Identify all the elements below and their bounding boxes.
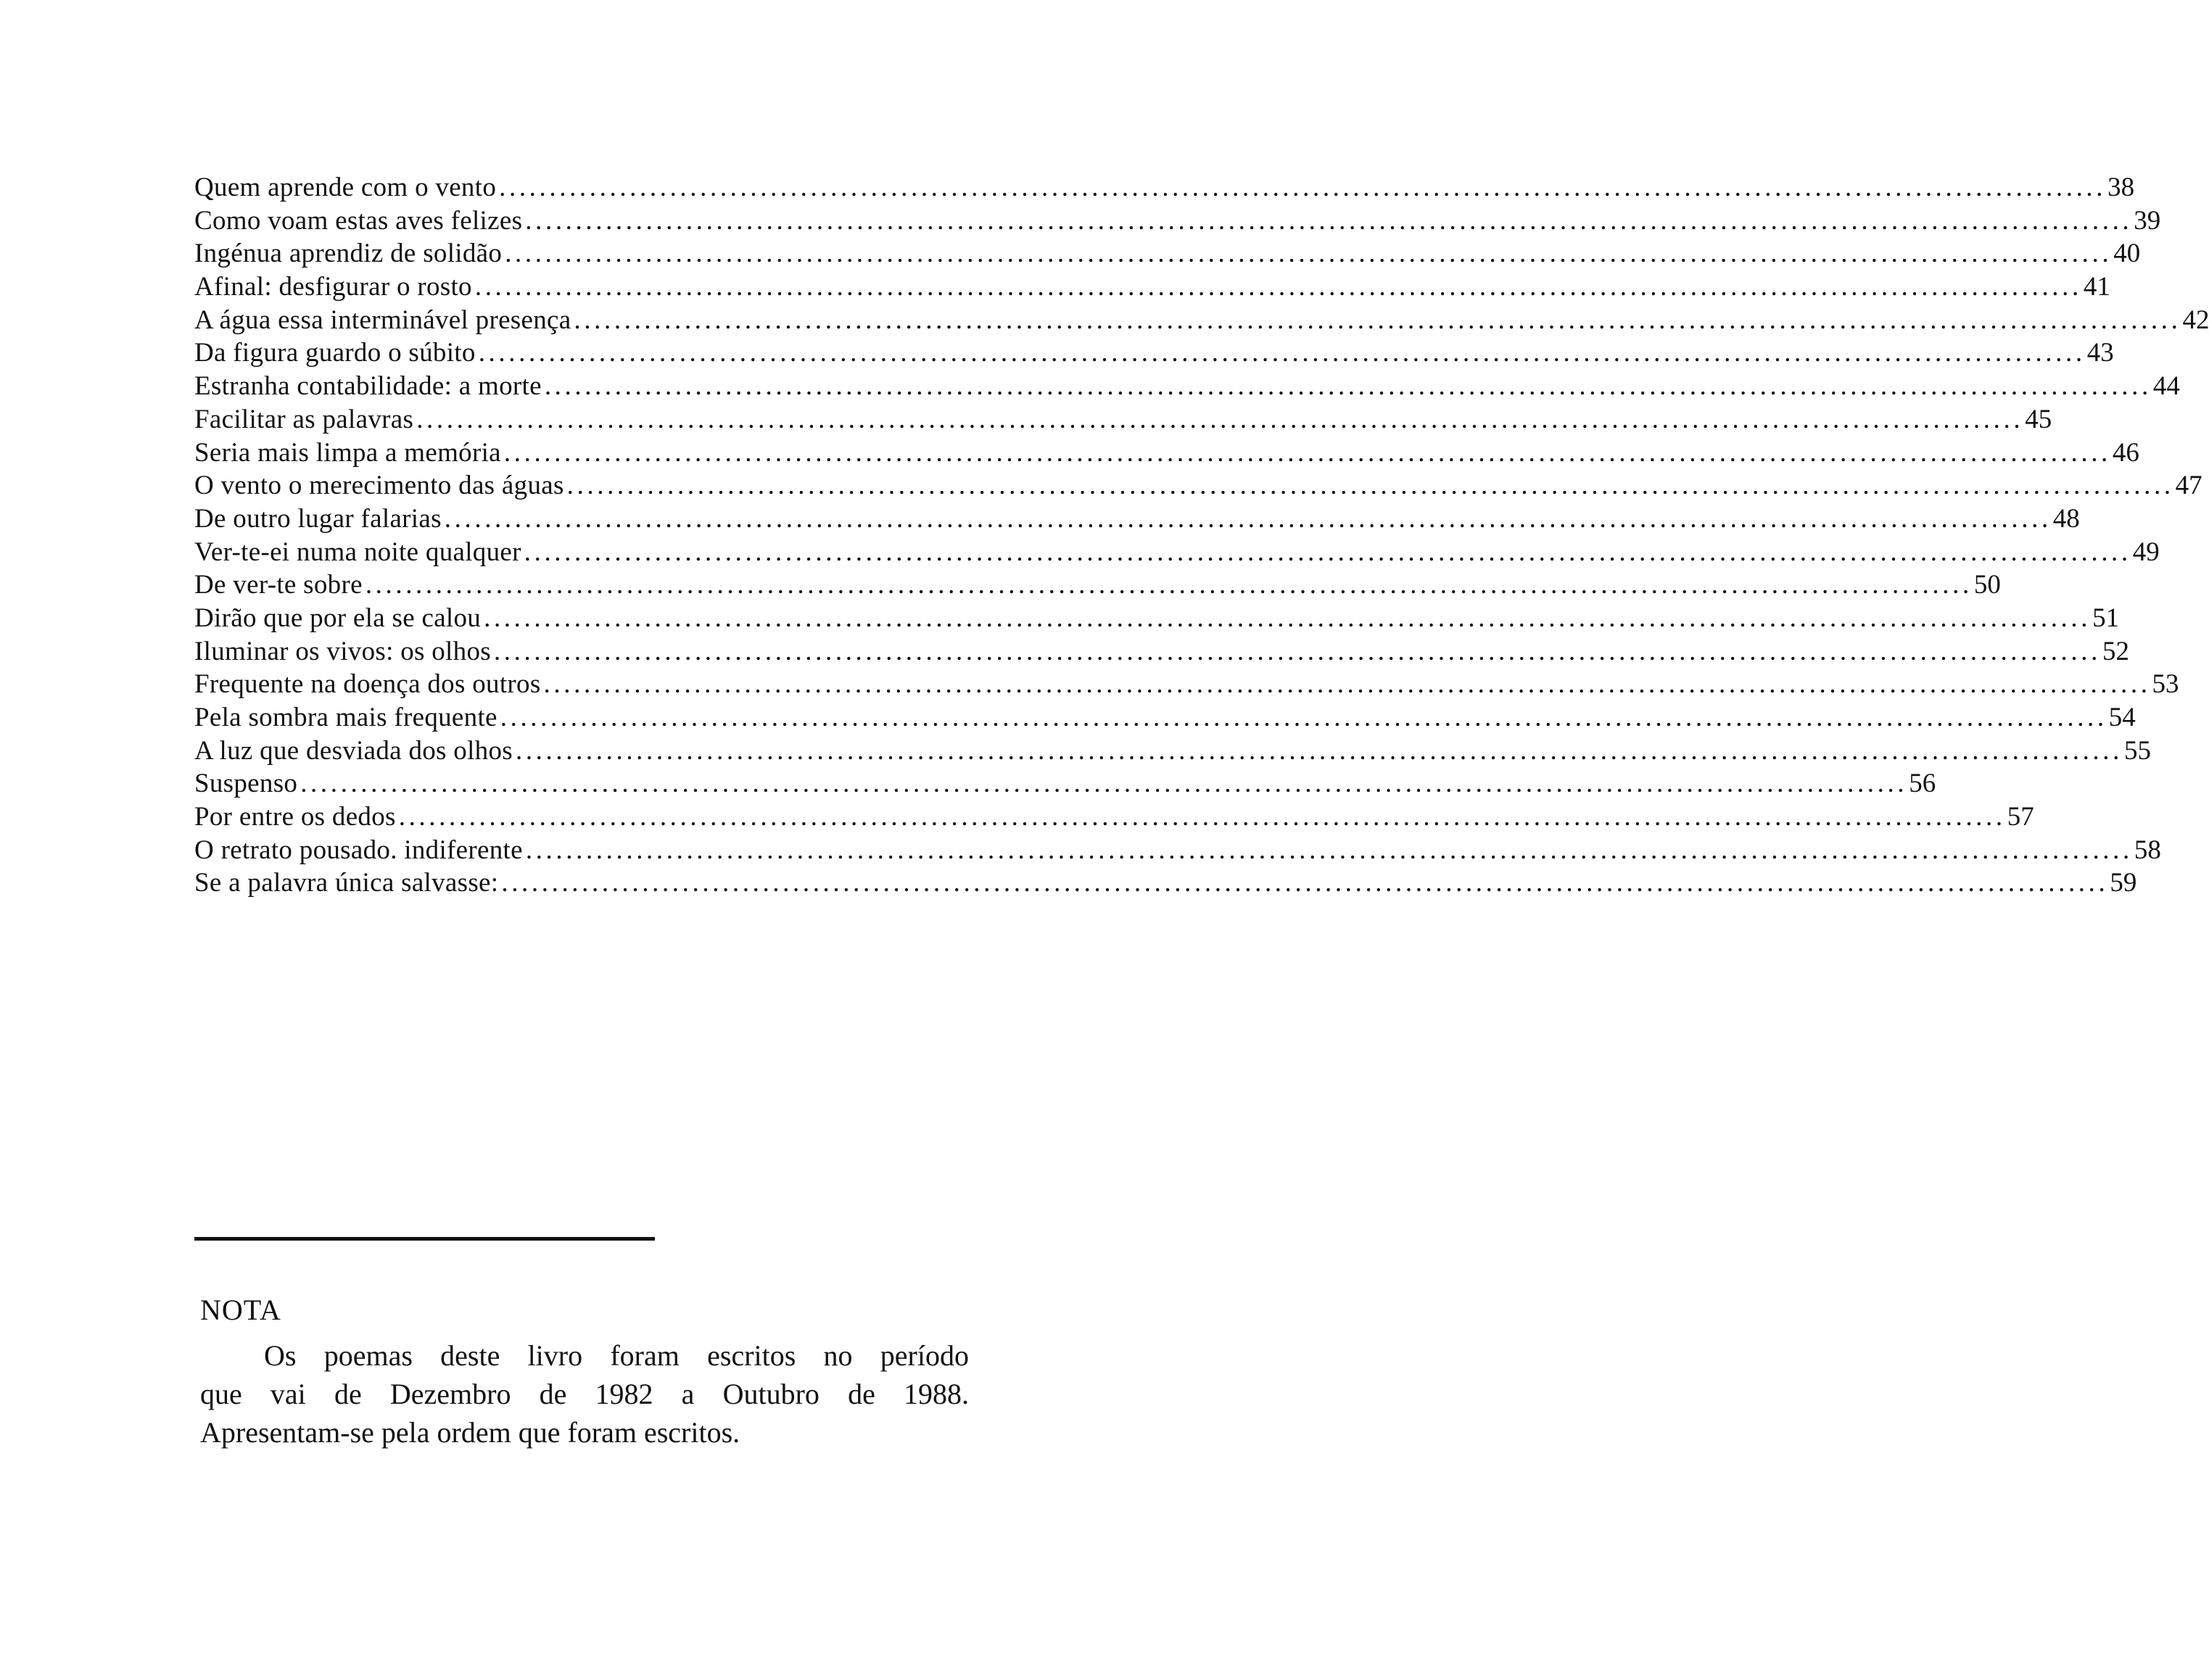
toc-entry <box>194 800 2034 834</box>
toc-entry <box>194 469 2202 502</box>
toc-leader-dots: ................................................................................................................................................................ <box>416 404 2024 434</box>
note-line: Apresentam-se pela ordem que foram escritos. <box>200 1416 740 1449</box>
toc-entry-title: A água essa interminável presença <box>194 305 571 335</box>
toc-entry-title: Se a palavra única salvasse: <box>194 868 499 898</box>
toc-entry <box>194 866 2137 900</box>
toc-entry-page: 50 <box>1973 570 2001 600</box>
toc-leader-dots: ................................................................................................................................................................ <box>365 570 1973 600</box>
note-heading: NOTA <box>200 1294 281 1326</box>
toc-leader-dots: ................................................................................................................................................................ <box>300 769 1908 799</box>
toc-entry-page: 43 <box>2086 338 2114 368</box>
note-line: que vai de Dezembro de 1982 a Outubro de 1988. <box>200 1378 969 1410</box>
toc-entry-page: 41 <box>2083 272 2110 302</box>
toc-entry-page: 44 <box>2152 371 2180 402</box>
toc-entry-title: Facilitar as palavras <box>194 404 414 434</box>
toc-entry <box>194 701 2136 735</box>
toc-entry <box>194 602 2120 635</box>
toc-entry-title: Pela sombra mais frequente <box>194 703 497 732</box>
toc-leader-dots: ................................................................................................................................................................ <box>501 868 2109 898</box>
toc-entry-page: 51 <box>2092 603 2120 633</box>
toc-entry-page: 58 <box>2134 835 2161 865</box>
toc-entry <box>194 536 2160 569</box>
toc-entry-page: 46 <box>2112 437 2139 468</box>
toc-entry-page: 49 <box>2132 537 2160 567</box>
toc-entry <box>194 204 2161 238</box>
toc-entry-page: 56 <box>1909 769 1936 799</box>
toc-entry-title: Estranha contabilidade: a morte <box>194 371 542 402</box>
toc-entry <box>194 767 1936 800</box>
toc-entry-title: Afinal: desfigurar o rosto <box>194 272 472 302</box>
toc-leader-dots: ................................................................................................................................................................ <box>543 669 2151 700</box>
toc-entry-title: Por entre os dedos <box>194 802 396 832</box>
toc-leader-dots: ................................................................................................................................................................ <box>484 603 2092 633</box>
toc-entry-page: 38 <box>2107 173 2135 202</box>
toc-entry <box>194 237 2141 270</box>
toc-entry-title: Suspenso <box>194 769 298 799</box>
toc-entry <box>194 735 2151 768</box>
toc-entry <box>194 270 2110 304</box>
toc-entry <box>194 635 2129 669</box>
table-of-contents <box>194 171 2209 900</box>
toc-entry-page: 45 <box>2025 404 2052 434</box>
toc-entry-page: 57 <box>2007 802 2034 832</box>
toc-entry-title: Dirão que por ela se calou <box>194 603 482 633</box>
toc-leader-dots: ................................................................................................................................................................ <box>478 338 2086 368</box>
toc-entry-page: 54 <box>2108 703 2136 732</box>
toc-leader-dots: ................................................................................................................................................................ <box>398 802 2006 832</box>
toc-leader-dots: ................................................................................................................................................................ <box>444 503 2052 534</box>
toc-entry-title: Como voam estas aves felizes <box>194 205 523 236</box>
toc-entry <box>194 436 2139 470</box>
toc-entry-title: Ingénua aprendiz de solidão <box>194 239 503 269</box>
toc-leader-dots: ................................................................................................................................................................ <box>566 471 2174 501</box>
toc-leader-dots: ................................................................................................................................................................ <box>500 703 2107 732</box>
toc-leader-dots: ................................................................................................................................................................ <box>515 735 2123 766</box>
toc-entry-title: A luz que desviada dos olhos <box>194 735 513 766</box>
toc-entry-page: 48 <box>2052 503 2080 534</box>
toc-entry-title: O retrato pousado. indiferente <box>194 835 523 865</box>
toc-leader-dots: ................................................................................................................................................................ <box>525 835 2133 865</box>
toc-entry-page: 42 <box>2182 305 2209 335</box>
toc-entry-page: 53 <box>2152 669 2179 700</box>
toc-entry-title: Iluminar os vivos: os olhos <box>194 636 491 666</box>
toc-entry <box>194 370 2180 403</box>
toc-entry <box>194 304 2209 337</box>
toc-entry-title: Da figura guardo o súbito <box>194 338 476 368</box>
toc-entry-title: De outro lugar falarias <box>194 503 442 534</box>
toc-entry-page: 39 <box>2134 205 2161 236</box>
toc-entry-title: Quem aprende com o vento <box>194 173 497 202</box>
toc-entry-page: 47 <box>2175 471 2202 501</box>
toc-leader-dots: ................................................................................................................................................................ <box>493 636 2101 666</box>
toc-entry-page: 55 <box>2123 735 2151 766</box>
toc-entry-page: 40 <box>2113 239 2141 269</box>
toc-entry <box>194 403 2052 436</box>
toc-entry <box>194 834 2161 867</box>
toc-entry-page: 59 <box>2110 868 2137 898</box>
toc-entry-title: O vento o merecimento das águas <box>194 471 564 501</box>
toc-leader-dots: ................................................................................................................................................................ <box>499 173 2107 202</box>
toc-entry <box>194 668 2179 701</box>
toc-entry <box>194 336 2114 370</box>
toc-entry-title: Seria mais limpa a memória <box>194 437 501 468</box>
note-line: Os poemas deste livro foram escritos no período <box>264 1339 969 1372</box>
toc-entry <box>194 568 2001 602</box>
toc-leader-dots: ................................................................................................................................................................ <box>544 371 2152 402</box>
toc-entry-title: Ver-te-ei numa noite qualquer <box>194 537 521 567</box>
toc-entry <box>194 502 2080 536</box>
note-body <box>200 1336 969 1452</box>
toc-leader-dots: ................................................................................................................................................................ <box>574 305 2181 335</box>
toc-leader-dots: ................................................................................................................................................................ <box>474 272 2082 302</box>
toc-leader-dots: ................................................................................................................................................................ <box>524 537 2131 567</box>
toc-leader-dots: ................................................................................................................................................................ <box>505 239 2113 269</box>
section-divider <box>194 1237 655 1241</box>
toc-leader-dots: ................................................................................................................................................................ <box>503 437 2111 468</box>
toc-leader-dots: ................................................................................................................................................................ <box>525 205 2133 236</box>
toc-entry-title: De ver-te sobre <box>194 570 363 600</box>
toc-entry <box>194 171 2135 204</box>
toc-entry-title: Frequente na doença dos outros <box>194 669 541 700</box>
toc-entry-page: 52 <box>2102 636 2129 666</box>
